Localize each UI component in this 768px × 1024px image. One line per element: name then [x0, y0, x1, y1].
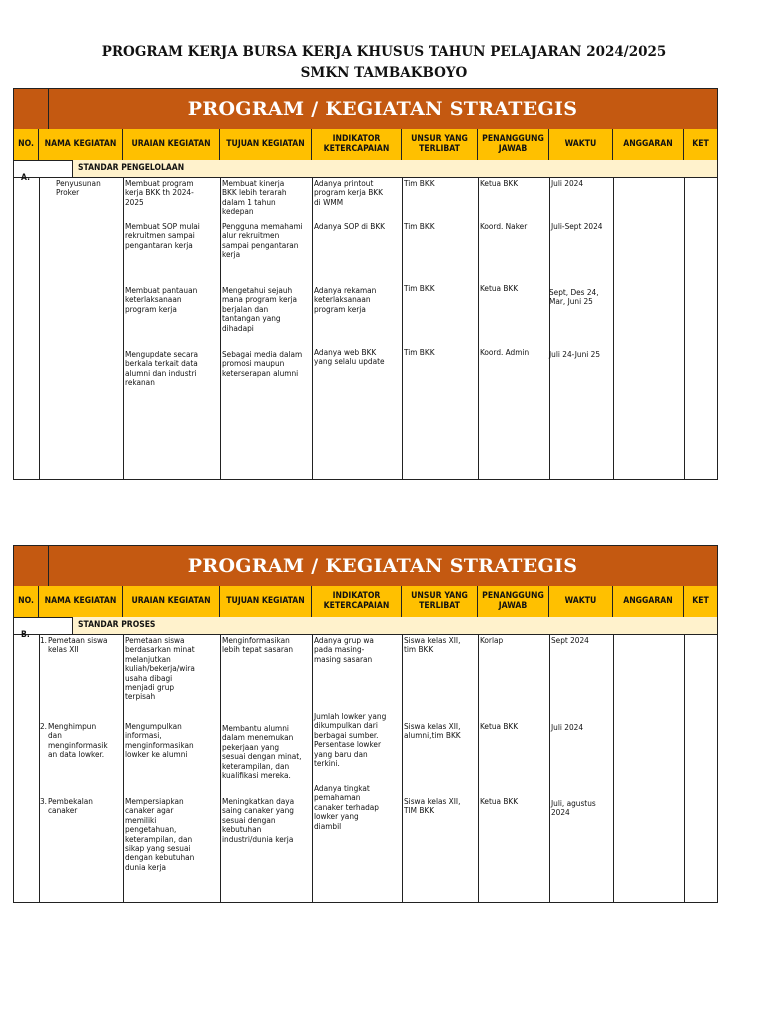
waktu-cell: Juli 2024 — [551, 178, 584, 188]
penanggung-cell: Ketua BKK — [480, 796, 519, 806]
header-anggaran: ANGGARAN — [613, 129, 684, 160]
penanggung-cell: Ketua BKK — [480, 283, 519, 293]
row-number: 3. — [40, 796, 48, 806]
tujuan-cell: Sebagai media dalam promosi maupun keterserapan alumni — [222, 349, 303, 378]
tujuan-cell: Mengetahui sejauh mana program kerja berjalan dan tantangan yang dihadapi — [222, 285, 298, 333]
column-divider — [478, 177, 479, 479]
row-number: 2. — [40, 721, 48, 731]
column-divider — [220, 634, 221, 902]
indikator-cell: Adanya rekaman keterlaksanaan program kerja — [314, 285, 377, 314]
waktu-cell: Juli 24-Juni 25 — [549, 349, 601, 359]
row-number: 1. — [40, 635, 48, 645]
column-divider — [549, 634, 550, 902]
indikator-cell: Adanya web BKK yang selalu update — [314, 347, 385, 367]
penanggung-cell: Ketua BKK — [480, 721, 519, 731]
header-unsur: UNSUR YANG TERLIBAT — [402, 586, 478, 617]
standard-label: STANDAR PENGELOLAAN — [78, 163, 185, 173]
column-divider — [402, 634, 403, 902]
uraian-cell: Membuat program kerja BKK th 2024- 2025 — [125, 178, 194, 207]
column-divider — [684, 177, 685, 479]
column-divider — [220, 177, 221, 479]
column-divider — [402, 177, 403, 479]
header-tujuan-kegiatan: TUJUAN KEGIATAN — [220, 129, 312, 160]
header-indikator: INDIKATOR KETERCAPAIAN — [312, 586, 402, 617]
header-ket: KET — [692, 595, 709, 606]
indikator-cell: Adanya tingkat pemahaman canaker terhadap lowker yang diambil — [314, 783, 379, 831]
nama-kegiatan-cell: Menghimpun dan menginformasik an data lowker. — [48, 721, 108, 760]
school-name: SMKN TAMBAKBOYO — [300, 65, 468, 81]
unsur-cell: Tim BKK — [404, 178, 435, 188]
header-uraian-kegiatan: URAIAN KEGIATAN — [123, 129, 220, 160]
uraian-cell: Mengumpulkan informasi, menginformasikan lowker ke alumni — [125, 721, 194, 760]
waktu-cell: Sept 2024 — [551, 635, 589, 645]
column-divider — [123, 177, 124, 479]
table-band — [14, 89, 717, 130]
standard-label: STANDAR PROSES — [78, 620, 156, 630]
header-ket: KET — [692, 138, 709, 149]
unsur-cell: Tim BKK — [404, 347, 435, 357]
unsur-cell: Tim BKK — [404, 283, 435, 293]
header-waktu: WAKTU — [549, 129, 613, 160]
column-divider — [613, 177, 614, 479]
program-table-b — [13, 545, 718, 903]
column-divider — [312, 634, 313, 902]
header-penanggung-jawab: PENANGGUNG JAWAB — [478, 586, 549, 617]
column-divider — [312, 177, 313, 479]
column-divider — [613, 634, 614, 902]
standard-fill — [73, 617, 717, 634]
column-header-row — [14, 586, 717, 618]
standard-row — [14, 160, 717, 178]
header-no: NO. — [14, 586, 39, 617]
tujuan-cell: Membantu alumni dalam menemukan pekerjaan yang sesuai dengan minat, keterampilan, dan kualifikasi mereka. — [222, 723, 302, 781]
column-header-row — [14, 129, 717, 161]
section-number: A. — [21, 173, 30, 183]
tujuan-cell: Menginformasikan lebih tepat sasaran — [222, 635, 294, 655]
unsur-cell: Siswa kelas XII, TIM BKK — [404, 796, 461, 816]
band-title: PROGRAM / KEGIATAN STRATEGIS — [187, 555, 578, 577]
header-nama-kegiatan: NAMA KEGIATAN — [39, 129, 123, 160]
band-title: PROGRAM / KEGIATAN STRATEGIS — [187, 98, 578, 120]
indikator-cell: Jumlah lowker yang dikumpulkan dari berbagai sumber. Persentase lowker yang baru dan terkini. — [314, 711, 387, 769]
nama-kegiatan-cell: Pembekalan canaker — [48, 796, 93, 816]
header-penanggung-jawab: PENANGGUNG JAWAB — [478, 129, 549, 160]
header-unsur: UNSUR YANG TERLIBAT — [402, 129, 478, 160]
tujuan-cell: Meningkatkan daya saing canaker yang sesuai dengan kebutuhan industri/dunia kerja — [222, 796, 295, 844]
nama-kegiatan-cell: Penyusunan Proker — [56, 178, 101, 198]
uraian-cell: Pemetaan siswa berdasarkan minat melanjutkan kuliah/bekerja/wira usaha dibagi menjadi grup terpisah — [125, 635, 195, 702]
penanggung-cell: Ketua BKK — [480, 178, 519, 188]
band-stub — [14, 89, 49, 129]
unsur-cell: Siswa kelas XII, tim BKK — [404, 635, 461, 655]
penanggung-cell: Koord. Naker — [480, 221, 528, 231]
column-divider — [123, 634, 124, 902]
header-tujuan-kegiatan: TUJUAN KEGIATAN — [220, 586, 312, 617]
unsur-cell: Tim BKK — [404, 221, 435, 231]
header-uraian-kegiatan: URAIAN KEGIATAN — [123, 586, 220, 617]
waktu-cell: Juli, agustus 2024 — [551, 798, 596, 818]
tujuan-cell: Pengguna memahami alur rekruitmen sampai pengantaran kerja — [222, 221, 303, 260]
table-band — [14, 546, 717, 587]
indikator-cell: Adanya SOP di BKK — [314, 221, 385, 231]
uraian-cell: Membuat SOP mulai rekruitmen sampai pengantaran kerja — [125, 221, 200, 250]
column-divider — [684, 634, 685, 902]
indikator-cell: Adanya printout program kerja BKK di WMM — [314, 178, 383, 207]
header-waktu: WAKTU — [549, 586, 613, 617]
document-title: PROGRAM KERJA BURSA KERJA KHUSUS TAHUN PELAJARAN 2024/2025 — [101, 44, 667, 60]
indikator-cell: Adanya grup wa pada masing- masing sasaran — [314, 635, 374, 664]
header-anggaran: ANGGARAN — [613, 586, 684, 617]
penanggung-cell: Koord. Admin — [480, 347, 530, 357]
tujuan-cell: Membuat kinerja BKK lebih terarah dalam 1 tahun kedepan — [222, 178, 287, 217]
column-divider — [549, 177, 550, 479]
waktu-cell: Juli 2024 — [551, 722, 584, 732]
waktu-cell: Juli-Sept 2024 — [551, 221, 603, 231]
unsur-cell: Siswa kelas XII, alumni,tim BKK — [404, 721, 461, 741]
penanggung-cell: Korlap — [480, 635, 504, 645]
program-table-a — [13, 88, 718, 480]
header-indikator: INDIKATOR KETERCAPAIAN — [312, 129, 402, 160]
band-stub — [14, 546, 49, 586]
section-number: B. — [21, 630, 30, 640]
standard-row — [14, 617, 717, 635]
column-divider — [39, 634, 40, 902]
column-divider — [478, 634, 479, 902]
header-no: NO. — [14, 129, 39, 160]
nama-kegiatan-cell: Pemetaan siswa kelas XII — [48, 635, 108, 655]
uraian-cell: Membuat pantauan keterlaksanaan program kerja — [125, 285, 198, 314]
header-nama-kegiatan: NAMA KEGIATAN — [39, 586, 123, 617]
uraian-cell: Mengupdate secara berkala terkait data alumni dan industri rekanan — [125, 349, 199, 388]
column-divider — [39, 177, 40, 479]
uraian-cell: Mempersiapkan canaker agar memiliki pengetahuan, keterampilan, dan sikap yang sesuai dengan kebutuhan dunia kerja — [125, 796, 195, 872]
waktu-cell: Sept, Des 24, Mar, Juni 25 — [549, 287, 599, 307]
